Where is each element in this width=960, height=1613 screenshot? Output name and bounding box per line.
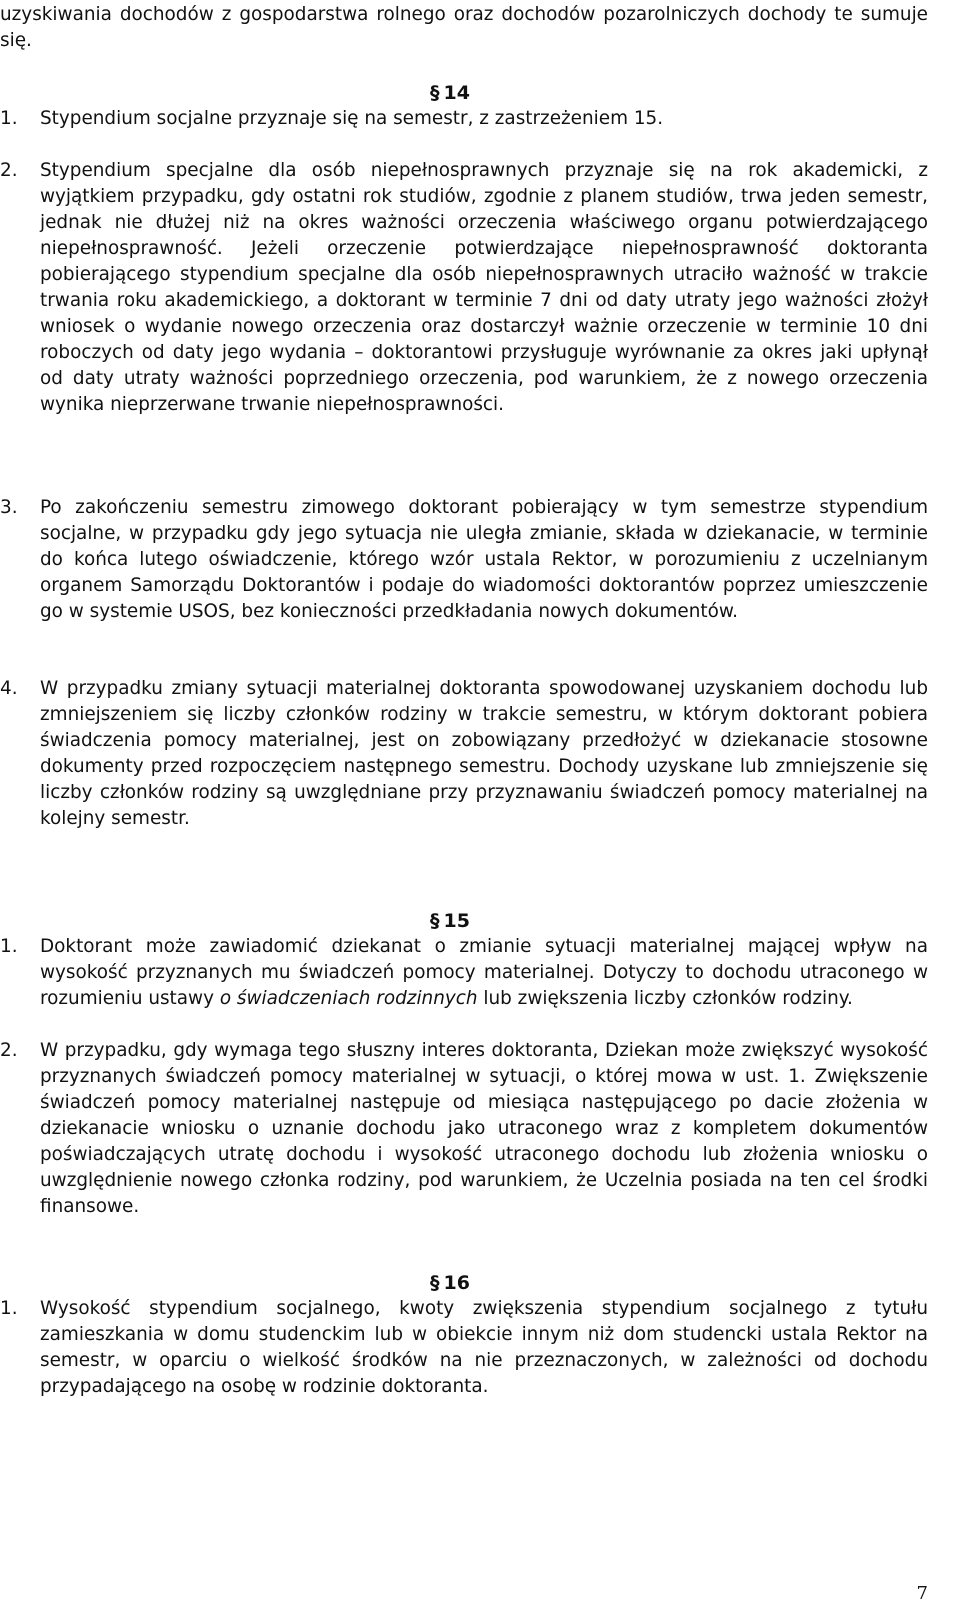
item-number: 1. <box>0 936 18 957</box>
item-text: Stypendium socjalne przyznaje się na semestr, z zastrzeżeniem 15. <box>40 108 664 129</box>
item-text: W przypadku, gdy wymaga tego słuszny interes doktoranta, Dziekan może zwiększyć wysokość przyznanych świadczeń pomocy materialnej w sytuacji, o której mowa w ust. 1. Zwiększenie świadczeń pomocy materialnej następuje od miesiąca następującego po dacie złożenia w dziekanacie wniosku o uznanie dochodu jako utraconego wraz z kompletem dokumentów poświadczających utratę dochodu i wysokość utraconego dochodu lub złożenia wniosku o uwzględnienie nowego członka rodziny, pod warunkiem, że Uczelnia posiada na ten cel środki finansowe. <box>40 1040 928 1217</box>
item-number: 3. <box>0 497 18 518</box>
item-number: 4. <box>0 678 18 699</box>
list-item-s16-1 <box>0 1296 928 1400</box>
section-heading-16 <box>430 1270 470 1296</box>
list-item-s14-1 <box>0 106 928 132</box>
item-text: Po zakończeniu semestru zimowego doktorant pobierający w tym semestrze stypendium socjalne, w przypadku gdy jego sytuacja nie uległa zmianie, składa w dziekanacie, w terminie do końca lutego oświadczenie, którego wzór ustala Rektor, w porozumieniu z uczelnianym organem Samorządu Doktorantów i podaje do wiadomości doktorantów poprzez umieszczenie go w systemie USOS, bez konieczności przedkładania nowych dokumentów. <box>40 497 928 622</box>
section-mark: § <box>430 1272 440 1294</box>
item-number: 2. <box>0 1040 18 1061</box>
list-item-s14-2 <box>0 158 928 418</box>
section-number: 15 <box>443 910 470 932</box>
section-mark: § <box>430 82 440 104</box>
list-item-s15-2 <box>0 1038 928 1220</box>
item-number: 1. <box>0 108 18 129</box>
law-title-italic: o świadczeniach rodzinnych <box>219 988 478 1009</box>
section-heading-15 <box>430 908 470 934</box>
item-text: Wysokość stypendium socjalnego, kwoty zwiększenia stypendium socjalnego z tytułu zamieszkania w domu studenckim lub w obiekcie innym niż dom studencki ustala Rektor na semestr, w oparciu o wielkość środków na nie przeznaczonych, w zależności od dochodu przypadającego na osobę w rodzinie doktoranta. <box>40 1298 928 1397</box>
item-text-after: lub zwiększenia liczby członków rodziny. <box>477 988 853 1009</box>
section-number: 16 <box>443 1272 470 1294</box>
list-item-s14-4 <box>0 676 928 832</box>
item-text <box>40 934 928 1012</box>
item-text: W przypadku zmiany sytuacji materialnej doktoranta spowodowanej uzyskaniem dochodu lub zmniejszeniem się liczby członków rodziny w trakcie semestru, w którym doktorant pobiera świadczenia pomocy materialnej, jest on zobowiązany przedłożyć w dziekanacie stosowne dokumenty przed rozpoczęciem następnego semestru. Dochody uzyskane lub zmniejszenie się liczby członków rodziny są uwzględniane przy przyznawaniu świadczeń pomocy materialnej na kolejny semestr. <box>40 678 928 829</box>
section-number: 14 <box>443 82 470 104</box>
item-number: 2. <box>0 160 18 181</box>
list-item-s14-3 <box>0 495 928 625</box>
item-number: 1. <box>0 1298 18 1319</box>
section-mark: § <box>430 910 440 932</box>
intro-paragraph: uzyskiwania dochodów z gospodarstwa rolnego oraz dochodów pozarolniczych dochody te sumuje się. <box>0 4 928 51</box>
item-text: Stypendium specjalne dla osób niepełnosprawnych przyznaje się na rok akademicki, z wyjątkiem przypadku, gdy ostatni rok studiów, zgodnie z planem studiów, trwa jeden semestr, jednak nie dłużej niż na okres ważności orzeczenia właściwego organu potwierdzającego niepełnosprawność. Jeżeli orzeczenie potwierdzające niepełnosprawność doktoranta pobierającego stypendium specjalne dla osób niepełnosprawnych utraciło ważność w trakcie trwania roku akademickiego, a doktorant w terminie 7 dni od daty utraty jego ważności złożył wniosek o wydanie nowego orzeczenia oraz dostarczył ważnie orzeczenie w terminie 10 dni roboczych od daty jego wydania – doktorantowi przysługuje wyrównanie za okres jaki upłynął od daty utraty ważności poprzedniego orzeczenia, pod warunkiem, że z nowego orzeczenia wynika nieprzerwane trwanie niepełnosprawności. <box>40 160 928 415</box>
section-heading-14 <box>430 80 470 106</box>
page-number: 7 <box>916 1583 928 1604</box>
list-item-s15-1 <box>0 934 928 1012</box>
item-text-before: Doktorant może zawiadomić dziekanat o zmianie sytuacji materialnej mającej wpływ na wysokość przyznanych mu świadczeń pomocy materialnej. Dotyczy to dochodu utraconego w rozumieniu ustawy <box>40 936 928 1009</box>
